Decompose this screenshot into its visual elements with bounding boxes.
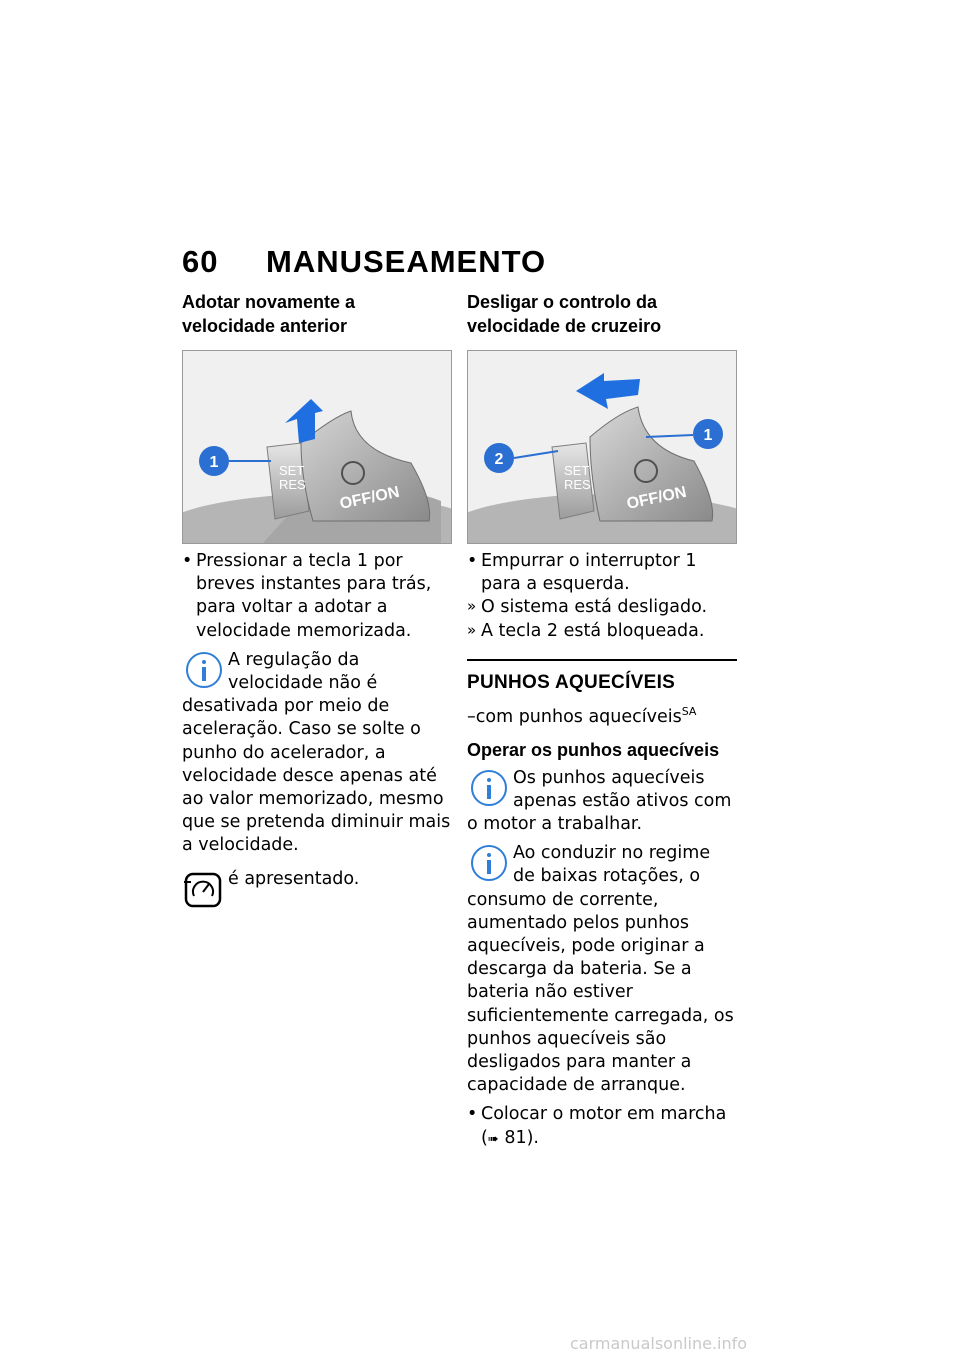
right-heading: Desligar o controlo da velocidade de cruzeiro (467, 292, 662, 336)
step-push-switch: • Empurrar o interruptor 1 para a esquerda. (467, 551, 697, 595)
info-icon (182, 649, 226, 691)
button-label-set: SET (564, 463, 590, 478)
page-ref[interactable]: 81 (504, 1127, 527, 1148)
cruise-control-indicator-icon (182, 868, 226, 910)
step-start-engine: • Colocar o motor em marcha (➠ 81). (467, 1104, 727, 1148)
result-arrow-icon: » (467, 620, 477, 639)
page-ref-arrow-icon: ➠ (487, 1131, 499, 1147)
note-battery-discharge: Ao conduzir no regime de baixas rotações, o consumo de corrente, aumentado pelos punhos aquecíveis, pode originar a descarga da bateria. Se a bateria não estiver suficientemente carregada, os punhos aquecíveis são desligados para manter a capacidade de arranque. (467, 843, 734, 1096)
page-header (182, 244, 546, 280)
callout-2: 2 (494, 451, 504, 468)
right-column (467, 291, 737, 1151)
callout-1: 1 (703, 427, 713, 444)
note-speed-regulation: A regulação da velocidade não é desativada por meio de aceleração. Caso se solte o punho do acelerador, a velocidade desce apenas até ao valor memorizado, mesmo que se pretenda diminuir mais a velocidade. (182, 649, 451, 856)
note-engine-running: Os punhos aquecíveis apenas estão ativos com o motor a trabalhar. (467, 767, 732, 834)
info-icon (467, 767, 511, 809)
page-number: 60 (182, 244, 219, 279)
off-on-illustration (468, 351, 736, 543)
section-divider (467, 659, 737, 661)
info-icon (467, 842, 511, 884)
figure-off-on (467, 350, 737, 544)
watermark: carmanualsonline.info (570, 1334, 748, 1353)
result-key-locked: » A tecla 2 está bloqueada. (467, 620, 705, 641)
button-label-set: SET (279, 463, 305, 478)
button-label-res: RES (279, 477, 306, 492)
result-system-off: » O sistema está desligado. (467, 597, 708, 618)
left-heading: Adotar novamente a velocidade anterior (182, 292, 356, 336)
result-arrow-icon: » (467, 597, 477, 616)
left-column (182, 291, 452, 910)
bullet-icon: • (467, 551, 478, 571)
section-title: MANUSEAMENTO (266, 244, 547, 279)
figure-set-res (182, 350, 452, 544)
operate-heated-grips-heading: Operar os punhos aquecíveis (467, 740, 720, 761)
note-indicator: é apresentado. (182, 868, 452, 891)
heated-grips-title: PUNHOS AQUECÍVEIS (467, 671, 676, 693)
set-res-illustration (183, 351, 451, 543)
callout-1: 1 (209, 454, 219, 471)
switch-label: OFF/ON (338, 483, 401, 513)
bullet-icon: • (182, 551, 193, 571)
step-press-key: • Pressionar a tecla 1 por breves instantes para trás, para voltar a adotar a velocidade memorizada. (182, 551, 432, 641)
heated-grips-option: –com punhos aquecíveis$^{SA}$ (467, 705, 697, 727)
button-label-res: RES (564, 477, 591, 492)
bullet-icon: • (467, 1104, 478, 1125)
switch-label: OFF/ON (625, 483, 688, 513)
